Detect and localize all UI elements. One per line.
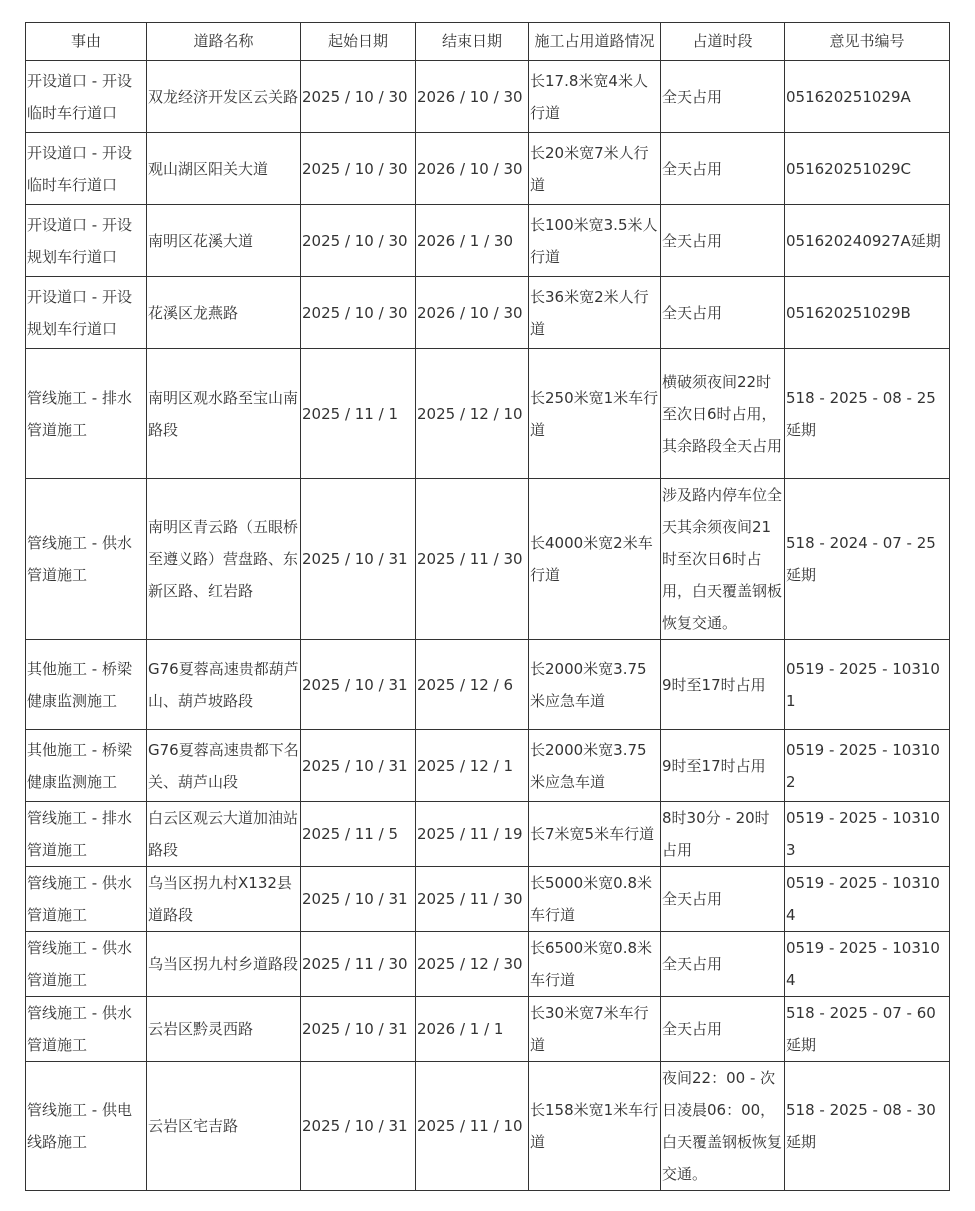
cell-opinion-number: 051620251029C (785, 133, 950, 205)
table-row (26, 640, 950, 730)
cell-reason: 开设道口 - 开设临时车行道口 (26, 133, 147, 205)
cell-start-date: 2025 / 11 / 30 (301, 932, 416, 997)
cell-occupancy: 长2000米宽3.75米应急车道 (529, 730, 661, 802)
cell-reason: 开设道口 - 开设临时车行道口 (26, 61, 147, 133)
cell-occupancy: 长7米宽5米车行道 (529, 802, 661, 867)
column-header-reason: 事由 (26, 23, 147, 61)
column-header-opinion-number: 意见书编号 (785, 23, 950, 61)
cell-start-date: 2025 / 11 / 1 (301, 349, 416, 479)
cell-period: 全天占用 (661, 133, 785, 205)
cell-road-name: 双龙经济开发区云关路 (147, 61, 301, 133)
table-row (26, 61, 950, 133)
table-row (26, 205, 950, 277)
cell-opinion-number: 518 - 2024 - 07 - 25延期 (785, 479, 950, 640)
cell-reason: 管线施工 - 供水管道施工 (26, 932, 147, 997)
cell-start-date: 2025 / 10 / 31 (301, 730, 416, 802)
column-header-start-date: 起始日期 (301, 23, 416, 61)
cell-occupancy: 长158米宽1米车行道 (529, 1062, 661, 1191)
cell-occupancy: 长4000米宽2米车行道 (529, 479, 661, 640)
cell-end-date: 2025 / 11 / 10 (416, 1062, 529, 1191)
cell-reason: 开设道口 - 开设规划车行道口 (26, 205, 147, 277)
cell-opinion-number: 051620251029B (785, 277, 950, 349)
cell-opinion-number: 0519 - 2025 - 103104 (785, 867, 950, 932)
table-row (26, 730, 950, 802)
cell-road-name: 南明区花溪大道 (147, 205, 301, 277)
cell-period: 8时30分 - 20时占用 (661, 802, 785, 867)
cell-period: 全天占用 (661, 932, 785, 997)
cell-end-date: 2026 / 10 / 30 (416, 133, 529, 205)
cell-road-name: 观山湖区阳关大道 (147, 133, 301, 205)
cell-opinion-number: 518 - 2025 - 08 - 25延期 (785, 349, 950, 479)
cell-reason: 管线施工 - 供水管道施工 (26, 867, 147, 932)
cell-period: 横破须夜间22时至次日6时占用，其余路段全天占用 (661, 349, 785, 479)
cell-road-name: 花溪区龙燕路 (147, 277, 301, 349)
cell-road-name: 乌当区拐九村乡道路段 (147, 932, 301, 997)
cell-occupancy: 长5000米宽0.8米车行道 (529, 867, 661, 932)
cell-opinion-number: 518 - 2025 - 07 - 60延期 (785, 997, 950, 1062)
cell-period: 全天占用 (661, 867, 785, 932)
cell-period: 夜间22：00 - 次日凌晨06：00，白天覆盖钢板恢复交通。 (661, 1062, 785, 1191)
cell-occupancy: 长17.8米宽4米人行道 (529, 61, 661, 133)
cell-reason: 管线施工 - 排水管道施工 (26, 349, 147, 479)
cell-period: 全天占用 (661, 205, 785, 277)
cell-start-date: 2025 / 10 / 31 (301, 1062, 416, 1191)
cell-start-date: 2025 / 11 / 5 (301, 802, 416, 867)
cell-road-name: 南明区青云路（五眼桥至遵义路）营盘路、东新区路、红岩路 (147, 479, 301, 640)
cell-occupancy: 长6500米宽0.8米车行道 (529, 932, 661, 997)
cell-start-date: 2025 / 10 / 31 (301, 997, 416, 1062)
cell-reason: 管线施工 - 排水管道施工 (26, 802, 147, 867)
cell-occupancy: 长2000米宽3.75米应急车道 (529, 640, 661, 730)
cell-road-name: G76夏蓉高速贵都葫芦山、葫芦坡路段 (147, 640, 301, 730)
cell-opinion-number: 0519 - 2025 - 103103 (785, 802, 950, 867)
cell-end-date: 2025 / 12 / 6 (416, 640, 529, 730)
table-row (26, 133, 950, 205)
table-row (26, 277, 950, 349)
cell-reason: 管线施工 - 供水管道施工 (26, 479, 147, 640)
column-header-road-name: 道路名称 (147, 23, 301, 61)
cell-occupancy: 长100米宽3.5米人行道 (529, 205, 661, 277)
cell-start-date: 2025 / 10 / 31 (301, 640, 416, 730)
cell-occupancy: 长250米宽1米车行道 (529, 349, 661, 479)
cell-reason: 开设道口 - 开设规划车行道口 (26, 277, 147, 349)
road-occupancy-table-container (25, 22, 950, 1191)
cell-road-name: 云岩区黔灵西路 (147, 997, 301, 1062)
cell-road-name: 乌当区拐九村X132县道路段 (147, 867, 301, 932)
cell-end-date: 2026 / 10 / 30 (416, 61, 529, 133)
cell-end-date: 2025 / 12 / 30 (416, 932, 529, 997)
cell-start-date: 2025 / 10 / 30 (301, 133, 416, 205)
cell-period: 全天占用 (661, 997, 785, 1062)
cell-opinion-number: 0519 - 2025 - 103101 (785, 640, 950, 730)
cell-end-date: 2025 / 12 / 1 (416, 730, 529, 802)
column-header-occupancy: 施工占用道路情况 (529, 23, 661, 61)
cell-road-name: 云岩区宅吉路 (147, 1062, 301, 1191)
cell-opinion-number: 051620251029A (785, 61, 950, 133)
cell-end-date: 2025 / 11 / 30 (416, 479, 529, 640)
table-row (26, 802, 950, 867)
cell-opinion-number: 0519 - 2025 - 103102 (785, 730, 950, 802)
table-row (26, 479, 950, 640)
cell-start-date: 2025 / 10 / 30 (301, 277, 416, 349)
cell-end-date: 2025 / 12 / 10 (416, 349, 529, 479)
cell-period: 涉及路内停车位全天其余须夜间21时至次日6时占用，白天覆盖钢板恢复交通。 (661, 479, 785, 640)
cell-start-date: 2025 / 10 / 31 (301, 867, 416, 932)
table-row (26, 997, 950, 1062)
road-occupancy-table (25, 22, 950, 1191)
cell-reason: 管线施工 - 供水管道施工 (26, 997, 147, 1062)
cell-end-date: 2025 / 11 / 19 (416, 802, 529, 867)
cell-road-name: 白云区观云大道加油站路段 (147, 802, 301, 867)
cell-opinion-number: 051620240927A延期 (785, 205, 950, 277)
table-row (26, 932, 950, 997)
cell-end-date: 2026 / 1 / 30 (416, 205, 529, 277)
cell-period: 9时至17时占用 (661, 640, 785, 730)
cell-period: 9时至17时占用 (661, 730, 785, 802)
column-header-end-date: 结束日期 (416, 23, 529, 61)
table-row (26, 1062, 950, 1191)
table-row (26, 867, 950, 932)
cell-end-date: 2026 / 1 / 1 (416, 997, 529, 1062)
cell-road-name: G76夏蓉高速贵都下名关、葫芦山段 (147, 730, 301, 802)
table-row (26, 349, 950, 479)
table-header-row (26, 23, 950, 61)
cell-occupancy: 长20米宽7米人行道 (529, 133, 661, 205)
column-header-period: 占道时段 (661, 23, 785, 61)
cell-road-name: 南明区观水路至宝山南路段 (147, 349, 301, 479)
cell-start-date: 2025 / 10 / 30 (301, 205, 416, 277)
cell-opinion-number: 0519 - 2025 - 103104 (785, 932, 950, 997)
cell-period: 全天占用 (661, 61, 785, 133)
cell-occupancy: 长30米宽7米车行道 (529, 997, 661, 1062)
cell-opinion-number: 518 - 2025 - 08 - 30延期 (785, 1062, 950, 1191)
cell-end-date: 2025 / 11 / 30 (416, 867, 529, 932)
cell-start-date: 2025 / 10 / 31 (301, 479, 416, 640)
cell-start-date: 2025 / 10 / 30 (301, 61, 416, 133)
cell-reason: 其他施工 - 桥梁健康监测施工 (26, 730, 147, 802)
cell-end-date: 2026 / 10 / 30 (416, 277, 529, 349)
cell-reason: 其他施工 - 桥梁健康监测施工 (26, 640, 147, 730)
cell-period: 全天占用 (661, 277, 785, 349)
cell-reason: 管线施工 - 供电线路施工 (26, 1062, 147, 1191)
cell-occupancy: 长36米宽2米人行道 (529, 277, 661, 349)
